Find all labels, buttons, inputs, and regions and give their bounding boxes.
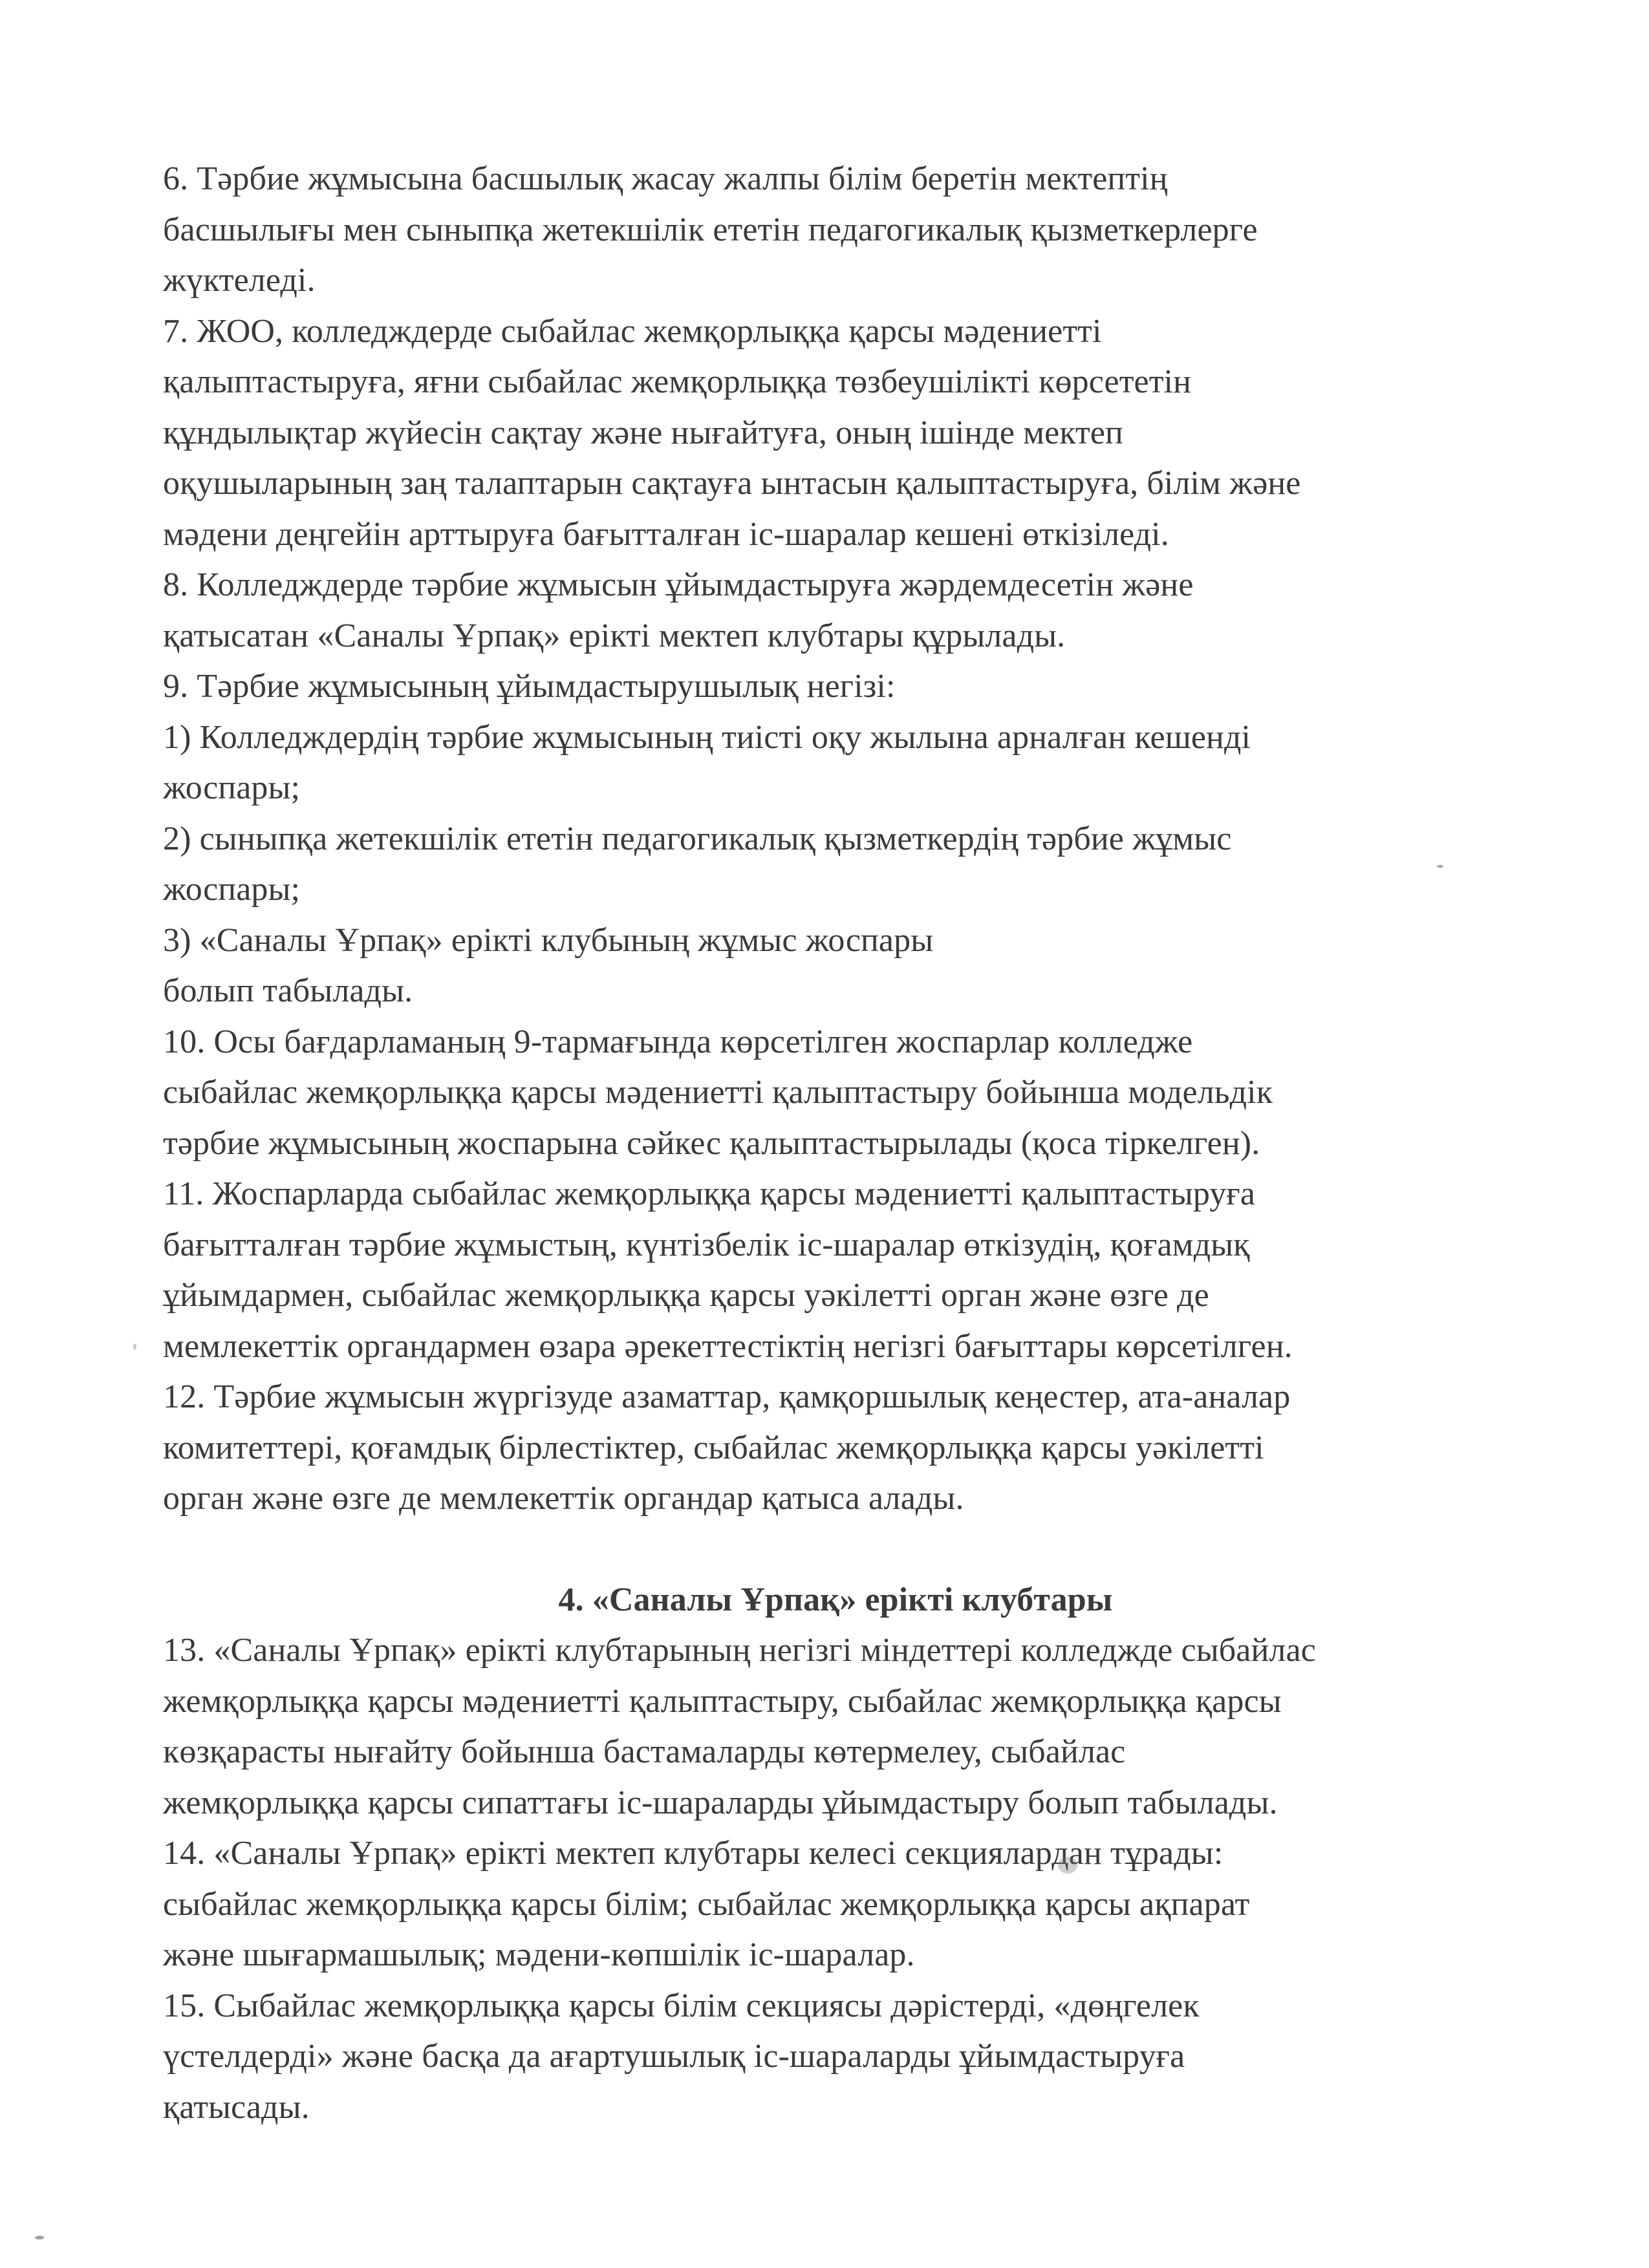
text-line: жоспары; bbox=[163, 769, 301, 806]
text-line: құндылықтар жүйесін сақтау және нығайтуға, оның ішінде мектеп bbox=[163, 414, 1123, 451]
list-item-9-1 bbox=[163, 712, 1508, 814]
text-line: көзқарасты нығайту бойынша бастамаларды көтермелеу, сыбайлас bbox=[163, 1733, 1126, 1770]
scan-speck bbox=[1058, 1857, 1077, 1874]
text-line: мәдени деңгейін арттыруға бағытталған іс-шаралар кешені өткізіледі. bbox=[163, 515, 1169, 553]
text-line: 11. Жоспарларда сыбайлас жемқорлыққа қарсы мәдениетті қалыптастыруға bbox=[163, 1175, 1256, 1212]
text-line: оқушыларының заң талаптарын сақтауға ынтасын қалыптастыруға, білім және bbox=[163, 465, 1301, 502]
text-line: комитеттері, қоғамдық бірлестіктер, сыбайлас жемқорлыққа қарсы уәкілетті bbox=[163, 1429, 1264, 1466]
scan-speck bbox=[133, 1343, 136, 1350]
scan-speck bbox=[1437, 865, 1443, 868]
paragraph-9 bbox=[163, 661, 1508, 712]
section-heading: 4. «Саналы Ұрпақ» ерікті клубтары bbox=[558, 1581, 1113, 1618]
text-line: болып табылады. bbox=[163, 972, 413, 1009]
paragraph-15 bbox=[163, 1981, 1508, 2134]
document-page bbox=[163, 154, 1508, 2133]
text-line: 13. «Саналы Ұрпақ» ерікті клубтарының негізгі міндеттері колледжде сыбайлас bbox=[163, 1632, 1316, 1669]
text-line: орган және өзге де мемлекеттік органдар қатыса алады. bbox=[163, 1480, 964, 1517]
text-line: 9. Тәрбие жұмысының ұйымдастырушылық негізі: bbox=[163, 668, 896, 705]
paragraph-7 bbox=[163, 306, 1508, 561]
text-line: жемқорлыққа қарсы мәдениетті қалыптастыру, сыбайлас жемқорлыққа қарсы bbox=[163, 1682, 1282, 1720]
paragraph-13 bbox=[163, 1625, 1508, 1828]
text-line: мемлекеттік органдармен өзара әрекеттестіктің негізгі бағыттары көрсетілген. bbox=[163, 1327, 1293, 1365]
text-line: 2) сыныпқа жетекшілік ететін педагогикалық қызметкердің тәрбие жұмыс bbox=[163, 820, 1232, 857]
text-line: 3) «Саналы Ұрпақ» ерікті клубының жұмыс жоспары bbox=[163, 921, 934, 959]
text-line: 15. Сыбайлас жемқорлыққа қарсы білім секциясы дәрістерді, «дөңгелек bbox=[163, 1987, 1200, 2024]
text-line: сыбайлас жемқорлыққа қарсы білім; сыбайлас жемқорлыққа қарсы ақпарат bbox=[163, 1885, 1250, 1923]
list-item-9-3 bbox=[163, 915, 1508, 1017]
text-line: қатысады. bbox=[163, 2088, 310, 2126]
text-line: басшылығы мен сыныпқа жетекшілік ететін педагогикалық қызметкерлерге bbox=[163, 211, 1258, 248]
text-line: жемқорлыққа қарсы сипаттағы іс-шараларды ұйымдастыру болып табылады. bbox=[163, 1784, 1278, 1821]
text-line: үстелдерді» және басқа да ағартушылық іс-шараларды ұйымдастыруға bbox=[163, 2038, 1185, 2075]
paragraph-8 bbox=[163, 560, 1508, 661]
text-line: 1) Колледждердің тәрбие жұмысының тиісті оқу жылына арналған кешенді bbox=[163, 718, 1251, 756]
list-item-9-2 bbox=[163, 814, 1508, 915]
text-line: қатысатан «Саналы Ұрпақ» ерікті мектеп клубтары құрылады. bbox=[163, 617, 1066, 654]
text-line: 12. Тәрбие жұмысын жүргізуде азаматтар, қамқоршылық кеңестер, ата-аналар bbox=[163, 1378, 1291, 1415]
paragraph-12 bbox=[163, 1372, 1508, 1524]
text-line: қалыптастыруға, яғни сыбайлас жемқорлыққа төзбеушілікті көрсететін bbox=[163, 363, 1192, 400]
paragraph-11 bbox=[163, 1169, 1508, 1372]
text-line: 10. Осы бағдарламаның 9-тармағында көрсетілген жоспарлар колледже bbox=[163, 1023, 1193, 1060]
text-line: және шығармашылық; мәдени-көпшілік іс-шаралар. bbox=[163, 1936, 915, 1973]
text-line: тәрбие жұмысының жоспарына сәйкес қалыптастырылады (қоса тіркелген). bbox=[163, 1124, 1260, 1162]
scan-speck bbox=[35, 2236, 44, 2240]
paragraph-14 bbox=[163, 1828, 1508, 1981]
text-line: жоспары; bbox=[163, 871, 301, 908]
text-line: жүктеледі. bbox=[163, 262, 316, 299]
text-line: 7. ЖОО, колледждерде сыбайлас жемқорлыққа қарсы мәдениетті bbox=[163, 312, 1102, 350]
text-line: 8. Колледждерде тәрбие жұмысын ұйымдастыруға жәрдемдесетін және bbox=[163, 566, 1194, 603]
text-line: сыбайлас жемқорлыққа қарсы мәдениетті қалыптастыру бойынша модельдік bbox=[163, 1074, 1273, 1111]
paragraph-6 bbox=[163, 154, 1508, 306]
text-line: бағытталған тәрбие жұмыстың, күнтізбелік іс-шаралар өткізудің, қоғамдық bbox=[163, 1226, 1250, 1263]
paragraph-10 bbox=[163, 1017, 1508, 1170]
text-line: ұйымдармен, сыбайлас жемқорлыққа қарсы уәкілетті орган және өзге де bbox=[163, 1277, 1209, 1314]
text-line: 6. Тәрбие жұмысына басшылық жасау жалпы білім беретін мектептің bbox=[163, 160, 1168, 197]
text-line: 14. «Саналы Ұрпақ» ерікті мектеп клубтары келесі секциялардан тұрады: bbox=[163, 1835, 1223, 1872]
